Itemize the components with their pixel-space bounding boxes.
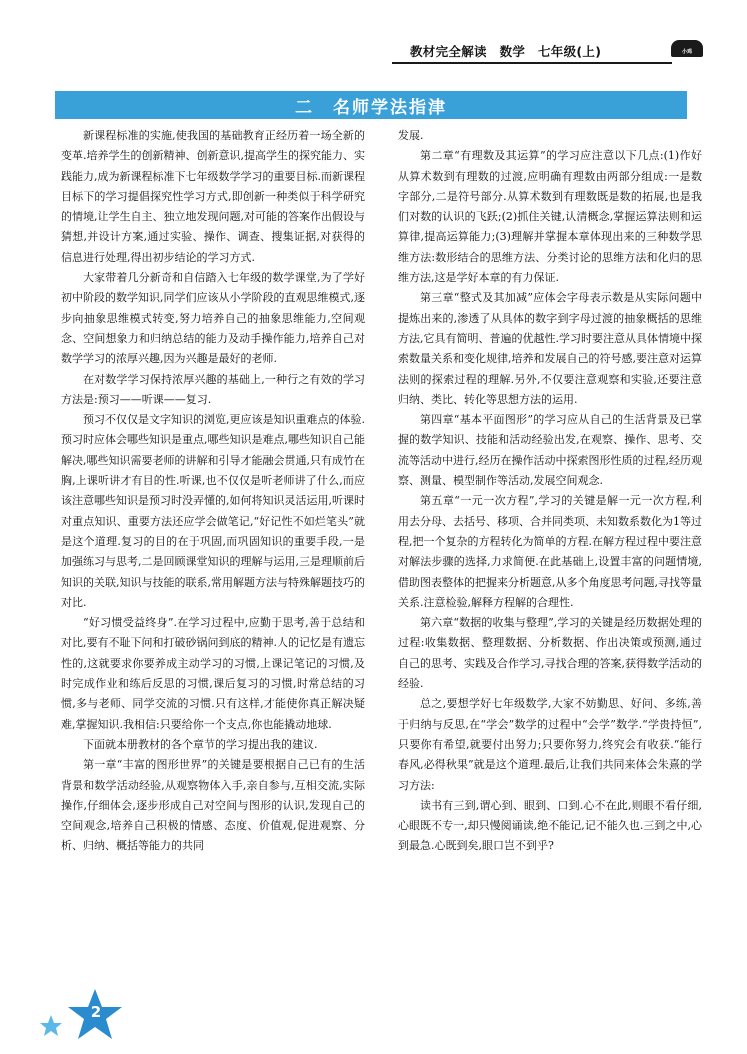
paragraph: “好习惯受益终身”.在学习过程中,应勤于思考,善于总结和对比,要有不耻下问和打破砂锅问到底的精神.人的记忆是有遗忘性的,这就要求你要养成主动学习的习惯,上课记笔记的习惯,及时完成作业和练后反思的习惯,课后复习的习惯,时常总结的习惯,多与老师、同学交流的习惯.只有这样,才能使你真正解决疑难,掌握知识.我相信:只要给你一个支点,你也能撬动地球. <box>61 616 365 731</box>
header-rule <box>392 62 672 64</box>
section-banner <box>55 91 687 119</box>
paragraph: 第二章“有理数及其运算”的学习应注意以下几点:(1)作好从算术数到有理数的过渡,应明确有理数由两部分组成:一是数字部分,二是符号部分.从算术数到有理数既是数的拓展,也是我们对数的认识的飞跃;(2)抓住关键,认清概念,掌握运算法则和运算律,提高运算能力;(3)理解并掌握本章体现出来的三种数学思维方法:数形结合的思维方法、分类讨论的思维方法和化归的思维方法,这是学好本章的有力保证. <box>398 149 702 285</box>
paragraph: 下面就本册教材的各个章节的学习提出我的建议. <box>83 737 318 751</box>
paragraph: 第三章“整式及其加减”应体会字母表示数是从实际问题中提炼出来的,渗透了从具体的数字到字母过渡的抽象概括的思维方法,它具有简明、普遍的优越性.学习时要注意从具体情境中探索数量关系和变化规律,培养和发展自己的符号感,要注意对运算法则的探索过程的理解.另外,不仅要注意观察和实验,还要注意归纳、类比、转化等思想方法的运用. <box>398 291 702 406</box>
publisher-logo-icon <box>671 40 703 57</box>
paragraph: 第五章“一元一次方程”,学习的关键是解一元一次方程,利用去分母、去括号、移项、合并同类项、未知数系数化为1等过程,把一个复杂的方程转化为简单的方程.在解方程过程中要注意对解法步骤的选择,力求简便.在此基础上,设置丰富的问题情境,借助图表整体的把握来分析题意,从多个角度思考问题,寻找等量关系.注意检验,解释方程解的合理性. <box>398 494 702 609</box>
paragraph: 读书有三到,谓心到、眼到、口到.心不在此,则眼不看仔细,心眼既不专一,却只慢阅诵读,绝不能记,记不能久也.三到之中,心到最急.心既到矣,眼口岂不到乎? <box>398 798 702 853</box>
paragraph: 预习不仅仅是文字知识的浏览,更应该是知识重难点的体验.预习时应体会哪些知识是重点,哪些知识是难点,哪些知识自己能解决,哪些知识需要老师的讲解和引导才能融会贯通,只有成竹在胸,上课听讲才有目的性.听课,也不仅仅是听老师讲了什么,而应该注意哪些知识是预习时没弄懂的,如何将知识灵活运用,听课时对重点知识、重要方法还应学会做笔记,“好记性不如烂笔头”就是这个道理.复习的目的在于巩固,而巩固知识的重要手段,一是加强练习与思考,二是回顾课堂知识的理解与运用,三是理顺前后知识的关联,知识与技能的联系,常用解题方法与特殊解题技巧的对比. <box>61 413 365 609</box>
paragraph: 第六章“数据的收集与整理”,学习的关键是经历数据处理的过程:收集数据、整理数据、分析数据、作出决策或预测,通过自己的思考、实践及合作学习,寻找合理的答案,获得数学活动的经验. <box>398 616 702 691</box>
right-column <box>398 126 702 857</box>
page-number: 2 <box>90 1003 102 1021</box>
logo-text: 小鸡 <box>681 49 692 55</box>
paragraph: 新课程标准的实施,使我国的基础教育正经历着一场全新的变革.培养学生的创新精神、创新意识,提高学生的探究能力、实践能力,成为新课程标准下七年级数学学习的重要目标.而新课程目标下的学习提倡探究性学习方式,即创新一种类似于科学研究的情境,让学生自主、独立地发现问题,对可能的答案作出假设与猜想,并设计方案,通过实验、操作、调查、搜集证据,对获得的信息进行处理,得出初步结论的学习方式. <box>61 129 365 264</box>
left-column <box>61 126 365 857</box>
small-star-icon <box>40 1015 62 1036</box>
paragraph: 在对数学学习保持浓厚兴趣的基础上,一种行之有效的学习方法是:预习——听课——复习. <box>61 372 365 406</box>
section-title: 二 名师学法指津 <box>295 97 447 118</box>
page-header <box>0 0 747 70</box>
paragraph: 总之,要想学好七年级数学,大家不妨勤思、好问、多练,善于归纳与反思,在“学会”数学的过程中“会学”数学.“学贵持恒”,只要你有希望,就要付出努力;只要你努力,终究会有收获.“能行春风,必得秋果”就是这个道理.最后,让我们共同来体会朱熹的学习方法: <box>398 697 702 792</box>
paragraph: 大家带着几分新奇和自信踏入七年级的数学课堂,为了学好初中阶段的数学知识,同学们应该从小学阶段的直观思维模式,逐步向抽象思维模式转变,努力培养自己的抽象思维能力,空间观念、空间想象力和归纳总结的能力及动手操作能力,培养自己对数学学习的浓厚兴趣,因为兴趣是最好的老师. <box>61 271 365 366</box>
paragraph: 发展. <box>398 129 424 142</box>
paragraph: 第四章“基本平面图形”的学习应从自己的生活背景及已掌握的数学知识、技能和活动经验出发,在观察、操作、思考、交流等活动中进行,经历在操作活动中探索图形性质的过程,经历观察、测量、模型制作等活动,发展空间观念. <box>398 413 702 488</box>
header-title: 教材完全解读 数学 七年级(上) <box>410 44 602 59</box>
paragraph: 第一章“丰富的图形世界”的关键是要根据自己已有的生活背景和数学活动经验,从观察物体入手,亲自参与,互相交流,实际操作,仔细体会,逐步形成自己对空间与图形的认识,发现自己的空间观念,培养自己积极的情感、态度、价值观,促进观察、分析、归纳、概括等能力的共同 <box>61 758 365 853</box>
